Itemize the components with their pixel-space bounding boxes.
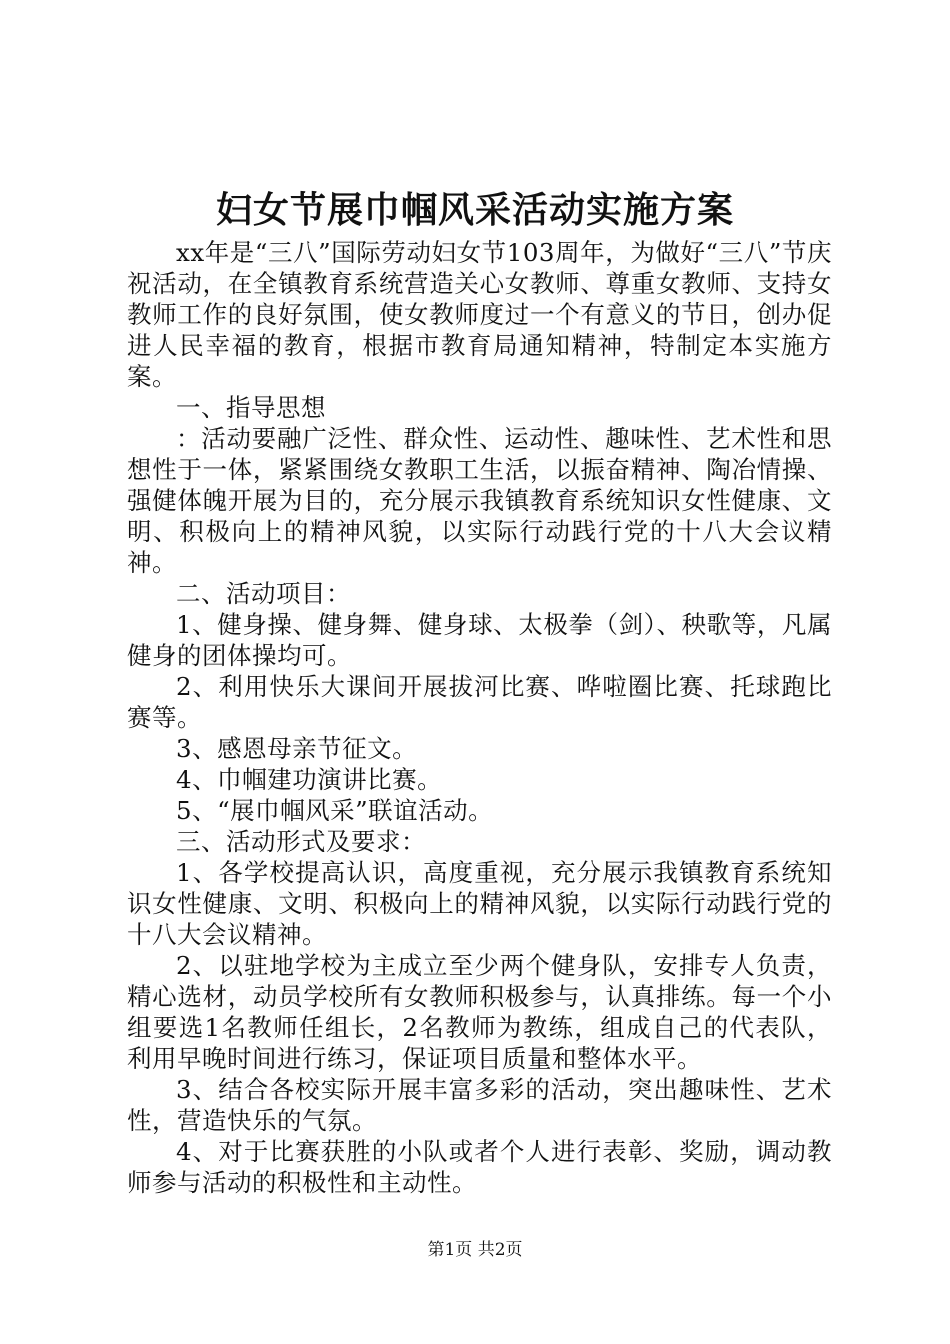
section-heading-form-requirements: 三、活动形式及要求： xyxy=(176,827,426,856)
activity-item: 1、健身操、健身舞、健身球、太极拳（剑）、秧歌等，凡属健身的团体操均可。 xyxy=(127,610,832,670)
activity-item: 2、利用快乐大课间开展拔河比赛、哗啦圈比赛、托球跑比赛等。 xyxy=(127,672,832,732)
section-heading-activity-items: 二、活动项目： xyxy=(176,579,351,608)
intro-paragraph: xx年是“三八”国际劳动妇女节103周年，为做好“三八”节庆祝活动，在全镇教育系统营造关心女教师、尊重女教师、支持女教师工作的良好氛围，使女教师度过一个有意义的节日，创办促进人民幸福的教育，根据市教育局通知精神，特制定本实施方案。 xyxy=(127,238,832,391)
requirement-item: 2、以驻地学校为主成立至少两个健身队，安排专人负责，精心选材，动员学校所有女教师积极参与，认真排练。每一个小组要选1名教师任组长，2名教师为教练，组成自己的代表队，利用早晚时间进行练习，保证项目质量和整体水平。 xyxy=(127,951,832,1073)
document-body xyxy=(127,237,832,1198)
activity-item: 3、感恩母亲节征文。 xyxy=(176,734,418,763)
page-number-footer: 第1页 共2页 xyxy=(427,1240,523,1260)
requirement-item: 1、各学校提高认识，高度重视，充分展示我镇教育系统知识女性健康、文明、积极向上的精神风貌，以实际行动践行党的十八大会议精神。 xyxy=(127,858,832,949)
requirement-item: 3、结合各校实际开展丰富多彩的活动，突出趣味性、艺术性，营造快乐的气氛。 xyxy=(127,1075,832,1135)
activity-item: 4、巾帼建功演讲比赛。 xyxy=(176,765,443,794)
guiding-thought-paragraph: ：活动要融广泛性、群众性、运动性、趣味性、艺术性和思想性于一体，紧紧围绕女教职工生活，以振奋精神、陶冶情操、强健体魄开展为目的，充分展示我镇教育系统知识女性健康、文明、积极向上的精神风貌，以实际行动践行党的十八大会议精神。 xyxy=(127,424,832,577)
document-title: 妇女节展巾帼风采活动实施方案 xyxy=(215,189,734,231)
section-heading-guiding-thought: 一、指导思想 xyxy=(176,393,326,422)
activity-item: 5、“展巾帼风采”联谊活动。 xyxy=(176,796,494,825)
requirement-item: 4、对于比赛获胜的小队或者个人进行表彰、奖励，调动教师参与活动的积极性和主动性。 xyxy=(127,1137,832,1197)
